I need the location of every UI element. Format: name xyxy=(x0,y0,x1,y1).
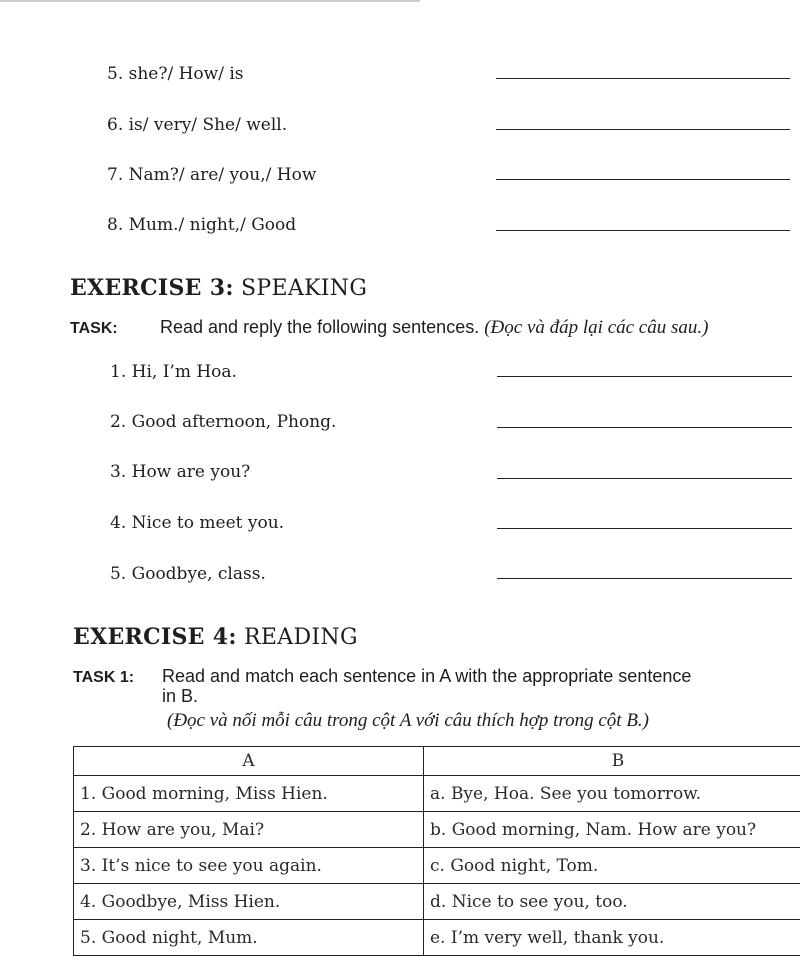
task-label: TASK 1: xyxy=(73,669,135,686)
table-row xyxy=(74,920,800,956)
column-header-b: B xyxy=(424,747,800,776)
table-row xyxy=(74,812,800,848)
answer-blank[interactable] xyxy=(496,78,790,79)
sentence-b[interactable]: c. Good night, Tom. xyxy=(424,848,800,884)
sentence-a[interactable]: 3. It’s nice to see you again. xyxy=(74,848,424,884)
sentence-a[interactable]: 4. Goodbye, Miss Hien. xyxy=(74,884,424,920)
ex2-item-5: 5. she?/ How/ is xyxy=(107,64,244,84)
answer-blank[interactable] xyxy=(497,578,792,579)
exercise-3-label: EXERCISE 3: xyxy=(70,275,234,301)
task-label: TASK: xyxy=(70,320,118,337)
exercise-4-title xyxy=(73,624,358,650)
exercise-3-task xyxy=(70,317,118,338)
ex2-item-6: 6. is/ very/ She/ well. xyxy=(107,115,288,135)
sentence-b[interactable]: e. I’m very well, thank you. xyxy=(424,920,800,956)
sentence-b[interactable]: a. Bye, Hoa. See you tomorrow. xyxy=(424,776,800,812)
ex3-item-5: 5. Goodbye, class. xyxy=(110,564,266,584)
scan-top-edge xyxy=(0,0,420,2)
answer-blank[interactable] xyxy=(497,376,792,377)
ex2-item-7: 7. Nam?/ are/ you,/ How xyxy=(107,165,317,185)
exercise-3-instruction xyxy=(160,317,708,339)
exercise-4-instruction-line1: Read and match each sentence in A with the appropriate sentence xyxy=(162,666,692,686)
exercise-4-subject: READING xyxy=(244,625,358,650)
answer-blank[interactable] xyxy=(497,528,792,529)
sentence-a[interactable]: 2. How are you, Mai? xyxy=(74,812,424,848)
sentence-b[interactable]: b. Good morning, Nam. How are you? xyxy=(424,812,800,848)
table-header-row xyxy=(74,747,800,776)
column-header-a: A xyxy=(74,747,424,776)
answer-blank[interactable] xyxy=(497,427,792,428)
answer-blank[interactable] xyxy=(497,478,792,479)
table-row xyxy=(74,776,800,812)
ex3-item-2: 2. Good afternoon, Phong. xyxy=(110,412,337,432)
sentence-a[interactable]: 5. Good night, Mum. xyxy=(74,920,424,956)
table-row xyxy=(74,848,800,884)
exercise-3-title xyxy=(70,275,367,301)
task-text: Read and reply the following sentences. xyxy=(160,317,480,337)
answer-blank[interactable] xyxy=(496,129,790,130)
exercise-4-instruction-line2: in B. xyxy=(162,686,199,706)
exercise-4-instruction-vietnamese: (Đọc và nối mỗi câu trong cột A với câu thích hợp trong cột B.) xyxy=(167,710,650,731)
ex2-item-8: 8. Mum./ night,/ Good xyxy=(107,215,297,235)
sentence-a[interactable]: 1. Good morning, Miss Hien. xyxy=(74,776,424,812)
ex3-item-4: 4. Nice to meet you. xyxy=(110,513,285,533)
exercise-4-task xyxy=(73,666,134,687)
task-text-vietnamese: (Đọc và đáp lại các câu sau.) xyxy=(484,317,709,338)
exercise-4-label: EXERCISE 4: xyxy=(73,624,237,650)
sentence-b[interactable]: d. Nice to see you, too. xyxy=(424,884,800,920)
answer-blank[interactable] xyxy=(496,230,790,231)
exercise-3-subject: SPEAKING xyxy=(241,276,368,301)
ex3-item-3: 3. How are you? xyxy=(110,462,251,482)
ex3-item-1: 1. Hi, I’m Hoa. xyxy=(110,362,237,382)
matching-table xyxy=(73,746,800,956)
table-row xyxy=(74,884,800,920)
answer-blank[interactable] xyxy=(496,179,790,180)
